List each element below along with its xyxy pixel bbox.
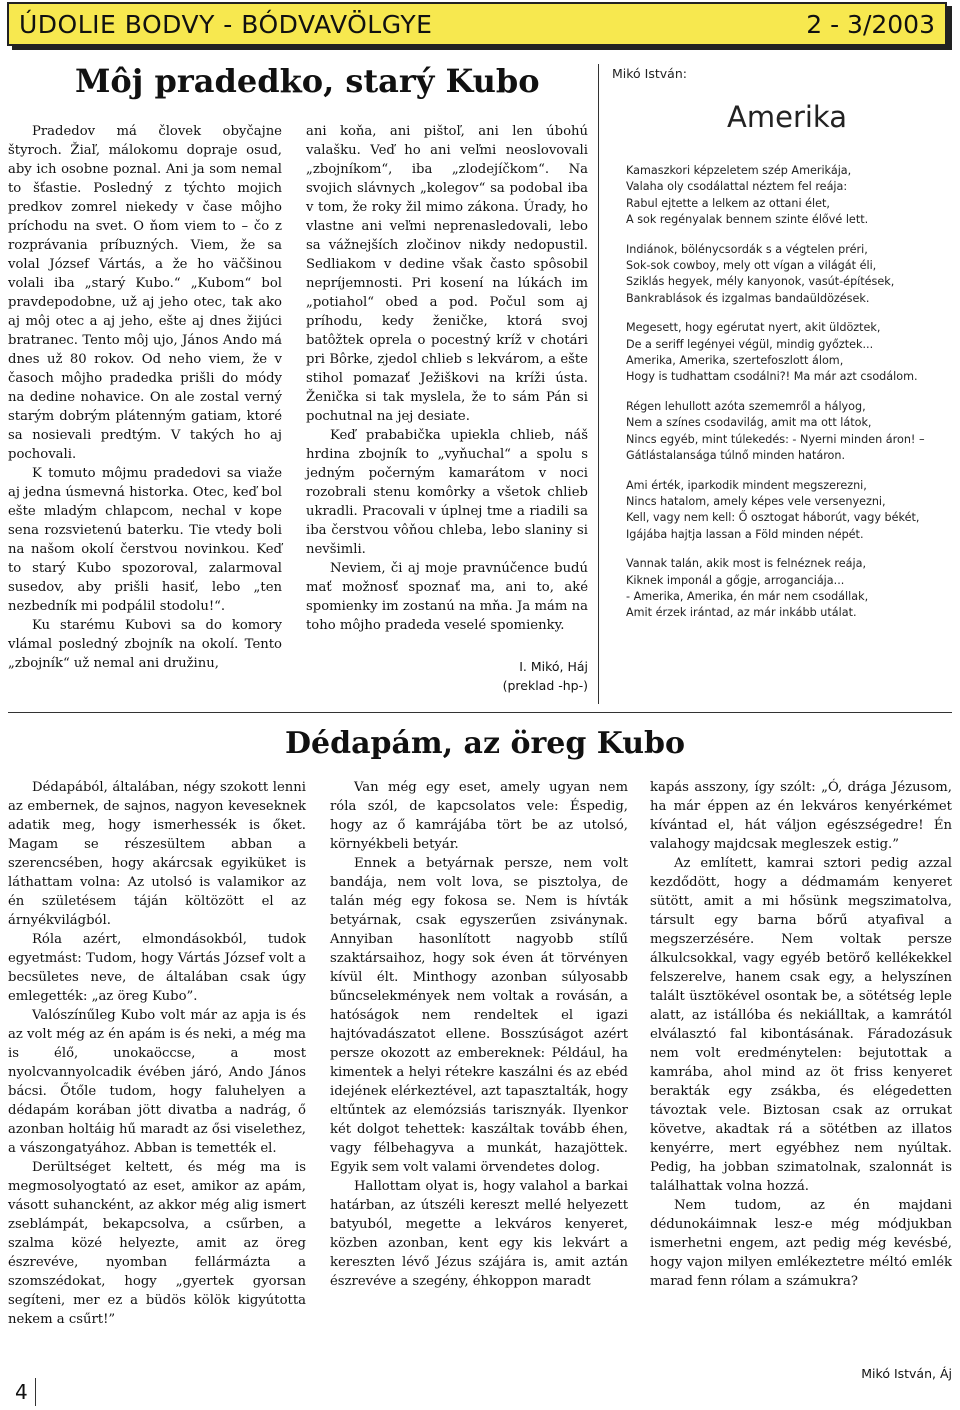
poem-line: - Amerika, Amerika, én már nem csodállak, bbox=[626, 589, 869, 603]
poem-line: Sok-sok cowboy, mely ott vígan a világát éli, bbox=[626, 259, 877, 273]
article-hu-column-2 bbox=[330, 778, 628, 1291]
article-hu-column-3 bbox=[650, 778, 952, 1291]
paragraph: Ku starému Kubovi sa do komory vlámal posledný zbojník na okolí. Tento „zbojník“ už nemal ani družinu, bbox=[8, 618, 282, 671]
paragraph: Neviem, či aj moje pravnúčence budú mať možnosť spoznať ma, ani to, aké spomienky im zostanú na mňa. Ja mám na toho môjho pradeda veselé spomienky. bbox=[306, 561, 588, 633]
article-title-sk: Môj pradedko, starý Kubo bbox=[75, 62, 540, 100]
page-number-divider bbox=[35, 1378, 36, 1406]
article-sk-column-2 bbox=[306, 122, 588, 635]
translation-note: (preklad -hp-) bbox=[502, 678, 588, 693]
poem-line: Megesett, hogy egérutat nyert, akit üldöztek, bbox=[626, 321, 881, 335]
poem-stanza bbox=[626, 556, 956, 622]
page-number: 4 bbox=[15, 1380, 28, 1404]
section-divider bbox=[8, 712, 952, 713]
poem-line: Amerika, Amerika, szertefoszlott álom, bbox=[626, 354, 844, 368]
issue-number: 2 - 3/2003 bbox=[806, 10, 935, 39]
poem-line: Indiánok, bölénycsordák s a végtelen préri, bbox=[626, 242, 868, 256]
article-hu-signature: Mikó István, Áj bbox=[861, 1366, 952, 1381]
paragraph: K tomuto môjmu pradedovi sa viaže aj jedna úsmevná historka. Otec, keď bol ešte mladým chlapcom, nechal v kope sena rozsvietenú baterku. Tie vtedy boli na našom okolí čerstvou novinkou. Keď to starý Kubo spozoroval, zalarmoval susedov, aby prišli hasiť, lebo „ten nezbedník mi podpálil stodolu!“. bbox=[8, 466, 282, 614]
paragraph: Pradedov má človek obyčajne štyroch. Žiaľ, málokomu dopraje osud, aby ich osobne poznal. Ani ja som nemal to šťastie. Posledný z týchto mojich predkov zomrel niekedy v čase môjho príchodu na svet. O ňom viem to – čo z rozprávania príbuzných. Viem, že sa volal József Vártás, a že ho väčšinou volali iba „starý Kubo.“ „Kubom“ bol pravdepodobne, už aj jeho otec, tak ako aj môj otec a aj jeho, ešte aj dnes žijúci bratranec. Tento môj ujo, János Ando má dnes už 80 rokov. Od neho viem, že v časoch môjho pradedka prišli do módy na dedine nohavice. On ale zostal verný starým dobrým plátenným gatiam, ktoré sa nosievali predtým. V takých ho aj pochovali. bbox=[8, 124, 282, 462]
paragraph: kapás asszony, így szólt: „Ó, drága Jézusom, ha már éppen az én lekváros kenyérkémet kívántad el, hát váljon egészségedre! Én valahogy majdcsak megleszek estig.” bbox=[650, 780, 952, 852]
paragraph: Az említett, kamrai sztori pedig azzal kezdődött, hogy a dédmamám kenyeret sütött, amit a mi hősünk megszimatolva, társult egy barna bőrű atyafival a megszerzésére. Nem voltak persze álkulcsokkal, vagy egyéb betörő kellékekkel felszerelve, hanem csak egy, a helyszínen talált üsztökével osontak be, a sötétség leple alatt, az istállóba és nekiálltak, a kamrától elválasztó fal kibontásának. Fáradozásuk nem volt eredménytelen: bejutottak a kamrába, ahol mind az öt friss kenyeret berakták egy zsákba, és elégedetten távoztak vele. Biztosan csak az orrukat követve, akadtak rá a sötétben az illatos kenyérre, mert egyébhez nem nyúltak. Pedig, ha jobban szimatolnak, szalonnát is találhattak volna hozzá. bbox=[650, 856, 952, 1194]
paragraph: Dédapából, általában, négy szokott lenni az embernek, de sajnos, nagyon keveseknek adatik meg, hogy ismerhessék is őket. Magam se részesültem abban a szerencsében, hogy akárcsak egyiküket is láthattam volna: Az utolsó is valamikor az én születésem táján költözött el az árnyékvilágból. bbox=[8, 780, 306, 928]
article-sk-column-1 bbox=[8, 122, 282, 673]
poem-line: Nincs egyéb, mint túlekedés: - Nyerni minden áron! – bbox=[626, 432, 925, 446]
poem-author: Mikó István: bbox=[612, 66, 687, 81]
poem-stanza bbox=[626, 399, 956, 465]
paragraph: Keď prababička upiekla chlieb, náš hrdina zbojník to „vyňuchal“ a spolu s jedným počerným kamarátom v noci rozobrali stenu komôrky a všetok chlieb ukradli. Pracovali v úplnej tme a riadili sa iba čerstvou vôňou chleba, lebo slaniny si nevšimli. bbox=[306, 428, 588, 557]
poem-line: Vannak talán, akik most is felnéznek reája, bbox=[626, 557, 867, 571]
paragraph: Hallottam olyat is, hogy valahol a barkai határban, az útszéli kereszt mellé helyezett batyuból, megette a lekváros kenyeret, közben azonban, kent egy kis lekvárt a kereszten lévő Jézus szájára is, amit aztán észrevéve a szegény, éhkoppon maradt bbox=[330, 1179, 628, 1289]
poem-line: Kamaszkori képzeletem szép Amerikája, bbox=[626, 164, 852, 177]
poem-line: Gátlástalansága túlnő minden határon. bbox=[626, 449, 846, 463]
article-title-hu: Dédapám, az öreg Kubo bbox=[284, 726, 686, 761]
poem-line: Ami érték, iparkodik mindent megszerezni, bbox=[626, 478, 867, 492]
poem-stanza bbox=[626, 242, 956, 308]
poem-line: Sziklás hegyek, mély kanyonok, vasút-építések, bbox=[626, 275, 895, 289]
poem-title: Amerika bbox=[727, 100, 847, 134]
column-divider bbox=[598, 64, 599, 704]
poem-line: Rabul ejtette a lelkem az ottani élet, bbox=[626, 196, 830, 210]
poem-line: Igájába hajtja lassan a Föld minden népét. bbox=[626, 527, 864, 541]
paragraph: Róla azért, elmondásokból, tudok egyetmást: Tudom, hogy Vártás József volt a becsületes neve, de általában csak úgy emlegették: „az öreg Kubo”. bbox=[8, 932, 306, 1004]
article-sk-signature bbox=[440, 657, 588, 695]
paragraph: Valószínűleg Kubo volt már az apja is és az volt még az én apám is és neki, a még ma is élő, unokaöccse, a most nyolcvannyolcadik évében járó, Ando János bácsi. Őtőle tudom, hogy faluhelyen a dédapám korában jött divatba a nadrág, ő azonban holtáig hű maradt az ősi viselethez, a vászongatyához. Abban is temették el. bbox=[8, 1008, 306, 1156]
poem-line: Nincs hatalom, amely képes vele versenyezni, bbox=[626, 494, 886, 508]
poem-line: Valaha oly csodálattal néztem fel reája: bbox=[626, 180, 848, 194]
poem-line: Kiknek imponál a gőgje, arroganciája... bbox=[626, 573, 845, 587]
poem-line: A sok regényalak bennem szinte élővé lett. bbox=[626, 213, 869, 227]
paragraph: Derültséget keltett, és még ma is megmosolyogtató az eset, amikor az apám, vásott suhancként, az akkor még alig ismert zseblámpát, bekapcsolva, a csűrben, a szalma közé helyezte, amit az öreg észrevéve, nyomban fellármázta a szomszédokat, hogy „gyertek gyorsan segíteni, mer ez a büdös kölök kigyútotta nekem a csűrt!” bbox=[8, 1160, 306, 1327]
paragraph: Ennek a betyárnak persze, nem volt bandája, nem volt lova, se pisztolya, de talán még egy fokosa se. Nem is hívták betyárnak, csak egyszerűen zsiványnak. Annyiban hasonlított nagyobb stílű szaktársaihoz, hogy sok éven át törvényen kívül élt. Minthogy azonban súlyosabb bűncselekmények nem voltak a rovásán, a hatóságok nem rendeltek el igazi hajtóvadászatot ellene. Bosszúságot azért persze okozott az embereknek: Például, ha kimentek a helyi rétekre kaszálni és az ebéd idejének elérkeztével, azt tapasztalták, hogy eltűntek az elemózsiás tarisznyák. Ilyenkor két dolgot tehettek: kaszáltak tovább éhen, vagy félbehagyva a munkát, hazajöttek. Egyik sem volt valami örvendetes dolog. bbox=[330, 856, 628, 1175]
poem-line: De a seriff legényei végül, mindig győztek... bbox=[626, 337, 874, 351]
poem-stanza bbox=[626, 163, 956, 229]
poem-stanza bbox=[626, 478, 956, 544]
paragraph: ani koňa, ani pištoľ, ani len úbohú valašku. Veď ho ani veľmi neoslovovali „zbojníkom“, iba „zlodejíčkom“. Na svojich slávnych „kolegov“ sa podobal iba v tom, že roky žil mimo zákona. Úrady, ho vlastne ani veľmi neprenasledovali, lebo sa vážnejších zločinov nikdy nedopustil. Sedliakom v dedine však často spôsobil nepríjemnosti. Pri kosení na lúkách im „potiahol“ obed a pod. Počul som aj príhodu, kedy ženičke, ktorá svoj batôžtek oprela o pocestný kríž v chotári pri Bôrke, zjedol chlieb s lekvárom, a ešte stihol pomazať Ježiškovi na kríži ústa. Ženička si tak myslela, že to sám Pán si pochutnal na jej desiate. bbox=[306, 124, 588, 424]
poem-line: Hogy is tudhattam csodálni?! Ma már azt csodálom. bbox=[626, 370, 918, 384]
author-signature: I. Mikó, Háj bbox=[519, 659, 588, 674]
article-hu-column-1 bbox=[8, 778, 306, 1329]
poem-body bbox=[626, 163, 956, 635]
poem-line: Amit érzek irántad, az már inkább utálat. bbox=[626, 606, 857, 620]
poem-stanza bbox=[626, 320, 956, 386]
newspaper-title: ÚDOLIE BODVY - BÓDVAVÖLGYE bbox=[19, 10, 433, 39]
paragraph: Van még egy eset, amely ugyan nem róla szól, de kapcsolatos vele: Éspedig, hogy az ő kamrájába tört be az utolsó, környékbeli betyár. bbox=[330, 780, 628, 852]
paragraph: Nem tudom, az én majdani dédunokáimnak lesz-e még módjukban ismerhetni engem, azt pedig még kevésbé, hogy vajon milyen emlékeztetre méltó emlék marad fenn rólam a számukra? bbox=[650, 1198, 952, 1289]
poem-line: Régen lehullott azóta szememről a hályog, bbox=[626, 399, 866, 413]
poem-line: Bankrablások és izgalmas bandaüldözések. bbox=[626, 291, 870, 305]
poem-line: Kell, vagy nem kell: Ő osztogat háborút, vagy békét, bbox=[626, 511, 920, 525]
page-header bbox=[7, 2, 947, 46]
poem-line: Nem a színes csodavilág, amit ma ott látok, bbox=[626, 416, 872, 430]
